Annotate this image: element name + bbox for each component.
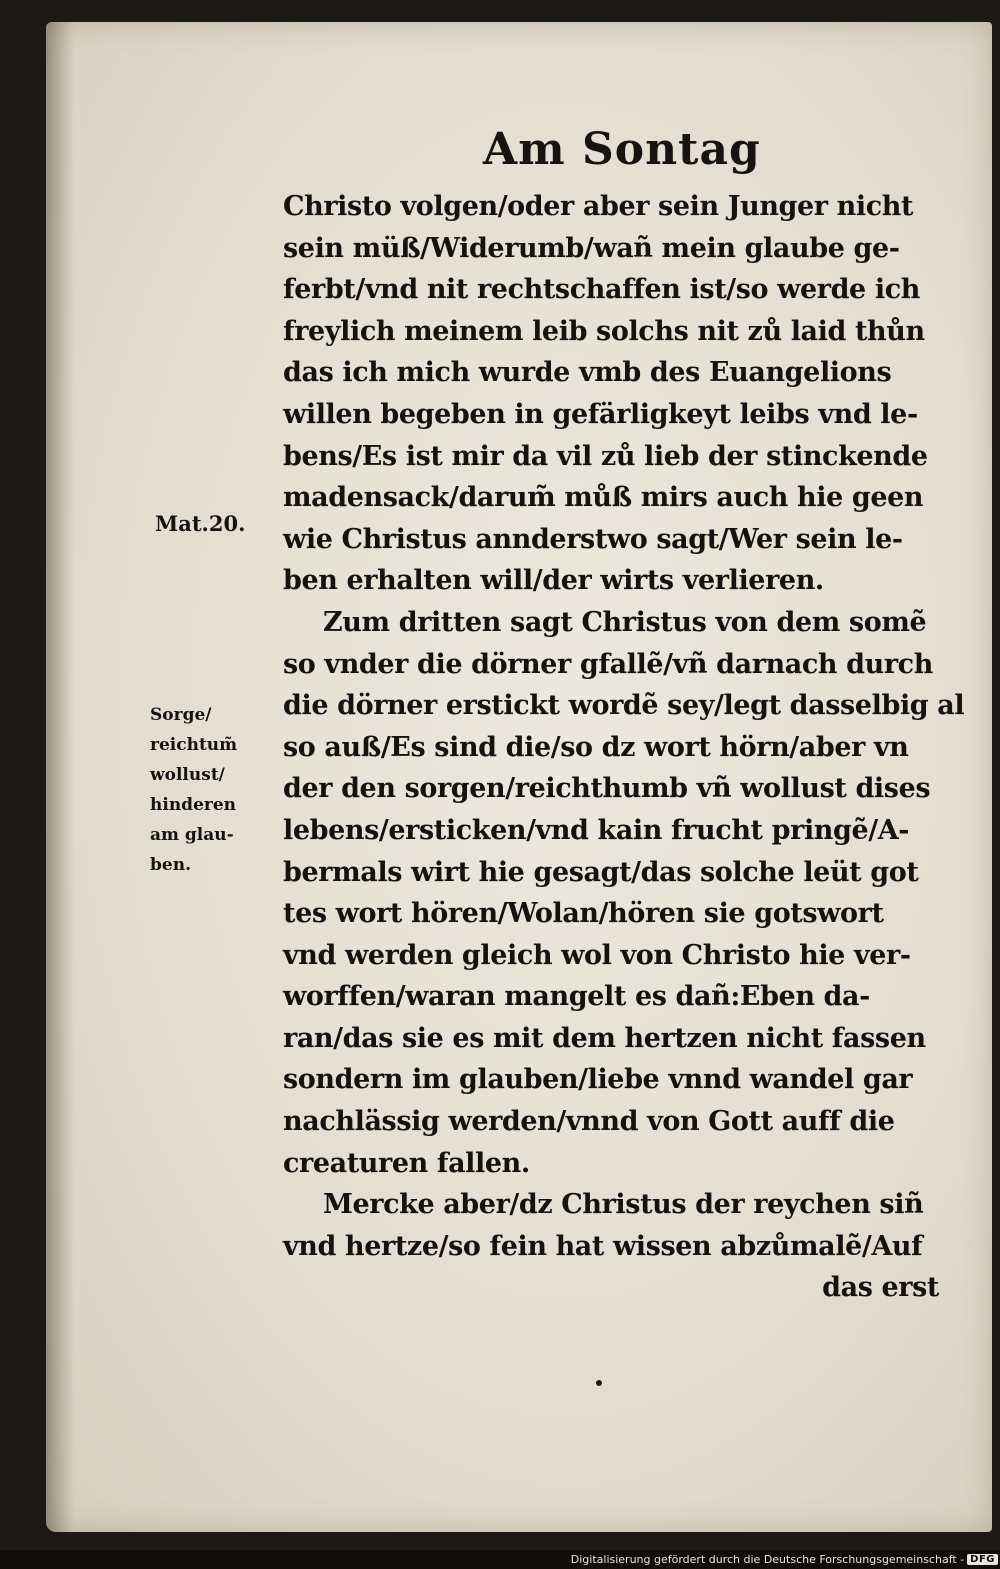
text-line: der den sorgen/reichthumb vñ wollust dises xyxy=(283,773,931,805)
text-line: ferbt/vnd nit rechtschaffen ist/so werde ich xyxy=(283,274,920,306)
text-line: ran/das sie es mit dem hertzen nicht fassen xyxy=(283,1022,926,1054)
text-line: vnd hertze/so fein hat wissen abzůmalẽ/Auf xyxy=(283,1230,923,1262)
text-line: worffen/waran mangelt es dañ:Eben da- xyxy=(283,981,870,1013)
text-line: Christo volgen/oder aber sein Junger nicht xyxy=(283,191,914,222)
text-line: wie Christus annderstwo sagt/Wer sein le- xyxy=(283,523,903,555)
footer-credit xyxy=(571,1551,998,1568)
text-line: lebens/ersticken/vnd kain frucht pringẽ/A- xyxy=(283,814,910,846)
margin-gloss-line: ben. xyxy=(150,855,191,875)
text-line: nachlässig werden/vnnd von Gott auff die xyxy=(283,1106,895,1138)
text-line: das ich mich wurde vmb des Euangelions xyxy=(283,357,892,389)
page-heading: Am Sontag xyxy=(483,124,761,175)
text-line: ben erhalten will/der wirts verlieren. xyxy=(283,565,824,597)
text-line: sondern im glauben/liebe vnnd wandel gar xyxy=(283,1064,913,1096)
text-line: freylich meinem leib solchs nit zů laid thůn xyxy=(283,315,925,347)
body-text xyxy=(283,186,969,1309)
text-line: tes wort hören/Wolan/hören sie gotswort xyxy=(283,898,884,930)
text-line: Mercke aber/dz Christus der reychen siñ xyxy=(323,1189,924,1221)
margin-gloss-line: hinderen xyxy=(150,795,237,815)
margin-gloss-line: am glau- xyxy=(150,825,234,845)
text-line: sein müß/Widerumb/wañ mein glaube ge- xyxy=(283,232,900,264)
page-gutter-shadow xyxy=(46,22,74,1532)
catchword: das erst xyxy=(822,1272,939,1304)
margin-gloss-line: wollust/ xyxy=(150,765,225,785)
text-line: bens/Es ist mir da vil zů lieb der stinckende xyxy=(283,440,928,472)
text-line: so auß/Es sind die/so dz wort hörn/aber vn xyxy=(283,731,909,763)
text-line: bermals wirt hie gesagt/das solche leüt got xyxy=(283,856,919,888)
footer-text: Digitalisierung gefördert durch die Deutsche Forschungsgemeinschaft - xyxy=(570,1553,965,1566)
text-line: Zum dritten sagt Christus von dem somẽ xyxy=(323,606,927,638)
text-line: creaturen fallen. xyxy=(283,1147,530,1179)
text-line: willen begeben in gefärligkeyt leibs vnd le- xyxy=(283,398,918,430)
margin-gloss xyxy=(150,700,237,880)
margin-gloss-line: reichtum̃ xyxy=(150,735,238,755)
dfg-logo-icon: DFG xyxy=(967,1554,998,1565)
text-line: so vnder die dörner gfallẽ/vñ darnach durch xyxy=(283,648,933,680)
margin-gloss-line: Sorge/ xyxy=(150,705,212,725)
ink-dot xyxy=(596,1380,602,1386)
margin-reference: Mat.20. xyxy=(155,511,246,536)
text-line: vnd werden gleich wol von Christo hie ver- xyxy=(283,939,911,971)
text-line: die dörner erstickt wordẽ sey/legt dasselbig al xyxy=(283,690,965,722)
text-line: madensack/darum̃ můß mirs auch hie geen xyxy=(283,482,924,514)
